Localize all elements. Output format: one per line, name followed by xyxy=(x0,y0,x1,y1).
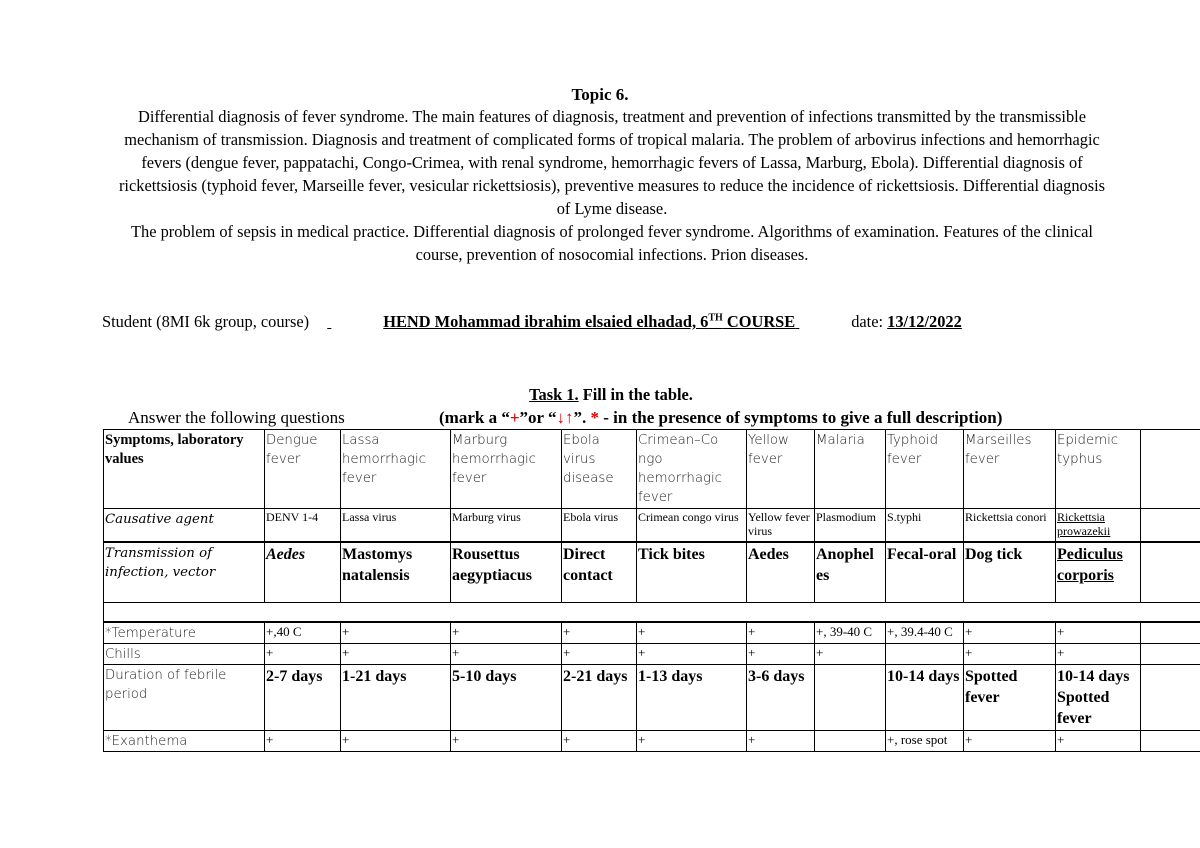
table-cell: + xyxy=(964,622,1056,644)
table-cell xyxy=(1141,542,1200,603)
description-paragraph-2: The problem of sepsis in medical practice. Differential diagnosis of prolonged fever syndrome. Algorithms of examination. Features of the clinical course, prevention of nosocomial infections. Prion diseases. xyxy=(131,222,1093,264)
table-cell: + xyxy=(815,643,886,664)
column-header: Yellow fever xyxy=(747,430,815,509)
table-cell: + xyxy=(747,643,815,664)
exanthema-row xyxy=(104,730,1200,751)
table-cell: + xyxy=(451,622,562,644)
task-heading xyxy=(0,385,1200,405)
column-header xyxy=(1141,430,1200,509)
table-cell: + xyxy=(265,730,341,751)
table-cell: Lassa virus xyxy=(341,509,451,542)
table-cell: + xyxy=(341,622,451,644)
task-label: Task 1. xyxy=(529,385,579,404)
underline-gap xyxy=(327,312,383,332)
row-label: *Temperature xyxy=(104,622,265,644)
column-header: Epidemic typhus xyxy=(1056,430,1141,509)
table-cell: + xyxy=(964,643,1056,664)
duration-row xyxy=(104,664,1200,730)
table-cell: + xyxy=(562,730,637,751)
table-cell: S.typhi xyxy=(886,509,964,542)
table-cell: 5-10 days xyxy=(451,664,562,730)
row-label: Duration of febrile period xyxy=(104,664,265,730)
table-cell: Anophel es xyxy=(815,542,886,603)
student-name: HEND Mohammad ibrahim elsaied elhadad, 6TH COURSE xyxy=(383,312,796,331)
topic-description xyxy=(112,105,1112,266)
table-cell: 10-14 days Spotted fever xyxy=(1056,664,1141,730)
table-cell: + xyxy=(341,643,451,664)
date-label: date: xyxy=(851,312,888,331)
column-header: Ebola virus disease xyxy=(562,430,637,509)
table-cell: Fecal-oral xyxy=(886,542,964,603)
table-cell: + xyxy=(1056,730,1141,751)
table-cell: 3-6 days xyxy=(747,664,815,730)
empty-row xyxy=(104,603,1200,622)
table-cell: Spotted fever xyxy=(964,664,1056,730)
table-cell: Mastomys natalensis xyxy=(341,542,451,603)
date-value: 13/12/2022 xyxy=(887,312,962,331)
header-symptoms: Symptoms, laboratory values xyxy=(104,430,265,509)
student-line xyxy=(102,312,962,332)
table-cell: + xyxy=(637,622,747,644)
table-cell: Rousettus aegyptiacus xyxy=(451,542,562,603)
table-cell: + xyxy=(1056,643,1141,664)
table-cell xyxy=(886,643,964,664)
student-label: Student (8MI 6k group, course) xyxy=(102,312,310,331)
table-cell: + xyxy=(451,643,562,664)
table-cell: Yellow fever virus xyxy=(747,509,815,542)
table-cell: +, 39-40 C xyxy=(815,622,886,644)
table-cell: + xyxy=(562,643,637,664)
table-cell: + xyxy=(747,622,815,644)
table-cell: Tick bites xyxy=(637,542,747,603)
underline-gap-2 xyxy=(795,312,851,332)
table-cell: 1-21 days xyxy=(341,664,451,730)
table-cell: Rickettsia prowazekii xyxy=(1056,509,1141,542)
row-label: Causative agent xyxy=(104,509,265,542)
description-paragraph-1: Differential diagnosis of fever syndrome. The main features of diagnosis, treatment and prevention of infections transmitted by the transmissible mechanism of transmission. Diagnosis and treatment of complicated forms of tropical malaria. The problem of arbovirus infections and hemorrhagic fevers (dengue fever, pappatachi, Congo-Crimea, with renal syndrome, hemorrhagic fevers of Lassa, Marburg, Ebola). Differential diagnosis of rickettsiosis (typhoid fever, Marseille fever, vesicular rickettsiosis), preventive measures to reduce the incidence of rickettsiosis. Differential diagnosis of Lyme disease. xyxy=(118,107,1106,218)
row-label: *Exanthema xyxy=(104,730,265,751)
table-cell xyxy=(1141,730,1200,751)
temperature-row xyxy=(104,622,1200,644)
table-cell: 1-13 days xyxy=(637,664,747,730)
table-cell: Pediculus corporis xyxy=(1056,542,1141,603)
column-header: Marburg hemorrhagic fever xyxy=(451,430,562,509)
table-cell: + xyxy=(964,730,1056,751)
table-cell xyxy=(1141,643,1200,664)
table-cell: 10-14 days xyxy=(886,664,964,730)
empty-cell xyxy=(104,603,1200,622)
column-header: Malaria xyxy=(815,430,886,509)
row-label: Chills xyxy=(104,643,265,664)
column-header: Typhoid fever xyxy=(886,430,964,509)
table-cell xyxy=(1141,509,1200,542)
table-cell xyxy=(815,664,886,730)
table-cell: + xyxy=(562,622,637,644)
table-cell: 2-21 days xyxy=(562,664,637,730)
table-cell: +,40 C xyxy=(265,622,341,644)
table-cell: Dog tick xyxy=(964,542,1056,603)
table-cell: Rickettsia conori xyxy=(964,509,1056,542)
task-text: Fill in the table. xyxy=(578,385,693,404)
table-cell: Crimean congo virus xyxy=(637,509,747,542)
table-cell: +, rose spot xyxy=(886,730,964,751)
column-header: Crimean–Co ngo hemorrhagic fever xyxy=(637,430,747,509)
column-header: Lassa hemorrhagic fever xyxy=(341,430,451,509)
table-cell: Aedes xyxy=(265,542,341,603)
causative-row xyxy=(104,509,1200,542)
table-cell: + xyxy=(637,643,747,664)
answer-label: Answer the following questions xyxy=(128,408,345,427)
table-cell xyxy=(1141,664,1200,730)
table-cell: + xyxy=(637,730,747,751)
table-cell: Direct contact xyxy=(562,542,637,603)
table-cell: + xyxy=(1056,622,1141,644)
symptoms-table xyxy=(103,429,1200,752)
table-cell: Aedes xyxy=(747,542,815,603)
table-cell: + xyxy=(265,643,341,664)
table-cell: DENV 1-4 xyxy=(265,509,341,542)
table-cell: Marburg virus xyxy=(451,509,562,542)
table-cell: + xyxy=(451,730,562,751)
answer-line xyxy=(128,408,1003,428)
header-row xyxy=(104,430,1200,509)
table-cell: + xyxy=(747,730,815,751)
table-cell: + xyxy=(341,730,451,751)
transmission-row xyxy=(104,542,1200,603)
column-header: Dengue fever xyxy=(265,430,341,509)
instructions: (mark a “+”or “↓↑”. * - in the presence of symptoms to give a full description) xyxy=(439,408,1003,427)
row-label: Transmission of infection, vector xyxy=(104,542,265,603)
table-cell xyxy=(1141,622,1200,644)
table-cell: 2-7 days xyxy=(265,664,341,730)
table-cell: +, 39.4-40 C xyxy=(886,622,964,644)
topic-title: Topic 6. xyxy=(571,85,629,104)
table-cell: Ebola virus xyxy=(562,509,637,542)
table-cell xyxy=(815,730,886,751)
chills-row xyxy=(104,643,1200,664)
column-header: Marseilles fever xyxy=(964,430,1056,509)
table-cell: Plasmodium xyxy=(815,509,886,542)
